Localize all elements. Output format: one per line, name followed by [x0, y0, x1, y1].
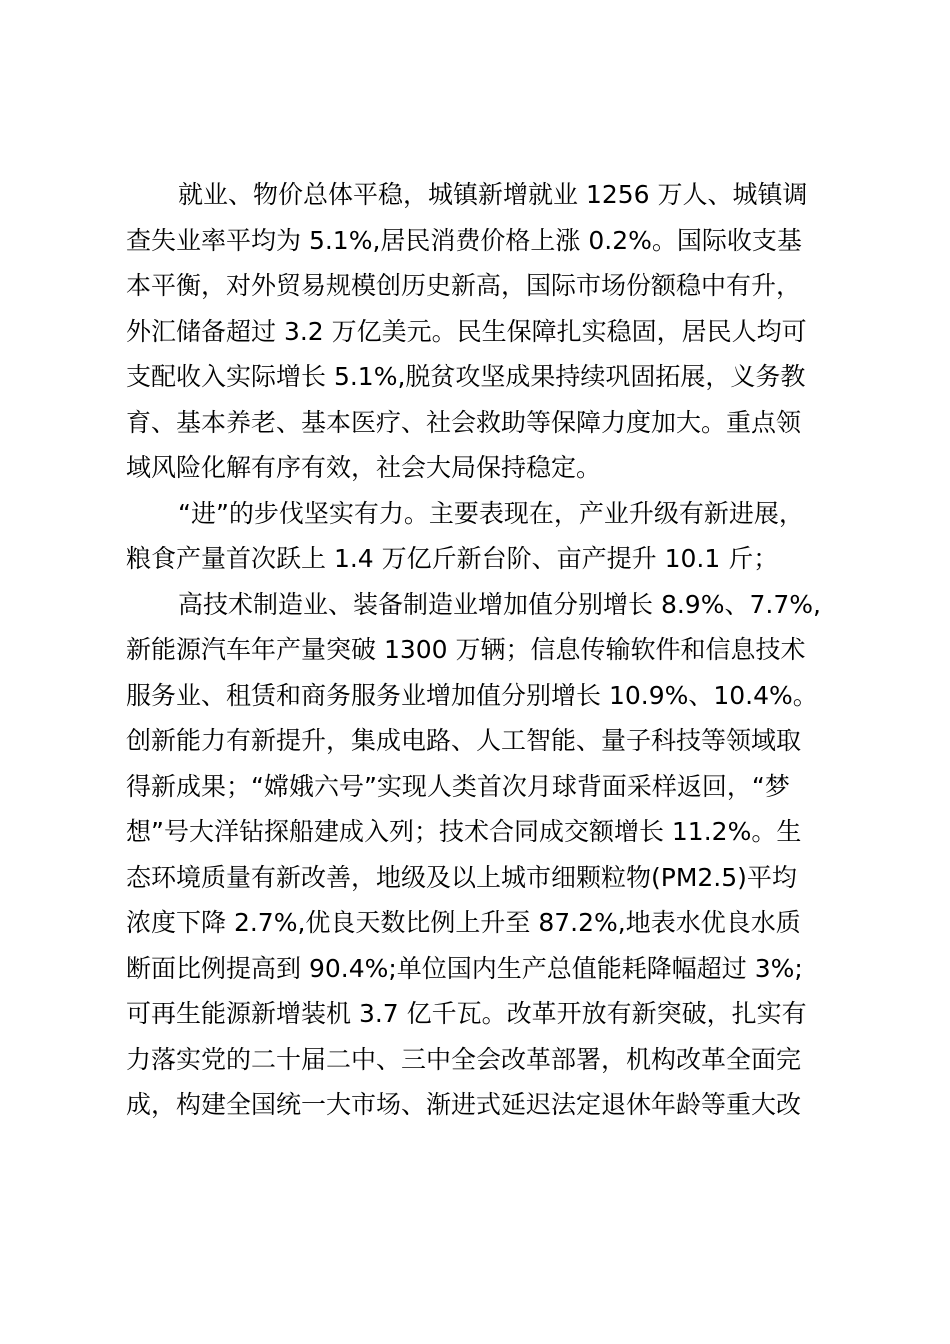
paragraph-line: 查失业率平均为 5.1%,居民消费价格上涨 0.2%。国际收支基	[126, 225, 802, 255]
paragraph-line: 断面比例提高到 90.4%;单位国内生产总值能耗降幅超过 3%;	[126, 953, 803, 983]
paragraph-line: 支配收入实际增长 5.1%,脱贫攻坚成果持续巩固拓展，义务教	[126, 362, 806, 391]
paragraph-line: 创新能力有新提升，集成电路、人工智能、量子科技等领域取	[126, 726, 802, 755]
paragraph-line: 浓度下降 2.7%,优良天数比例上升至 87.2%,地表水优良水质	[126, 908, 801, 937]
paragraph-line: 域风险化解有序有效，社会大局保持稳定。	[126, 453, 602, 482]
paragraph-line: 本平衡，对外贸易规模创历史新高，国际市场份额稳中有升，	[126, 271, 802, 300]
paragraph-line: 外汇储备超过 3.2 万亿美元。民生保障扎实稳固，居民人均可	[126, 316, 807, 346]
paragraph-line: “进”的步伐坚实有力。主要表现在，产业升级有新进展，	[178, 498, 804, 528]
paragraph-line: 想”号大洋钻探船建成入列；技术合同成交额增长 11.2%。生	[126, 817, 802, 846]
paragraph-line: 新能源汽车年产量突破 1300 万辆；信息传输软件和信息技术	[126, 635, 806, 664]
paragraph-line: 高技术制造业、装备制造业增加值分别增长 8.9%、7.7%,	[178, 589, 821, 619]
paragraph-line: 得新成果；“嫦娥六号”实现人类首次月球背面采样返回，“梦	[126, 771, 790, 801]
paragraph-line: 就业、物价总体平稳，城镇新增就业 1256 万人、城镇调	[178, 180, 808, 209]
paragraph-line: 粮食产量首次跃上 1.4 万亿斤新台阶、亩产提升 10.1 斤；	[126, 544, 779, 573]
paragraph-line: 力落实党的二十届二中、三中全会改革部署，机构改革全面完	[126, 1044, 802, 1074]
paragraph-line: 服务业、租赁和商务服务业增加值分别增长 10.9%、10.4%。	[126, 680, 818, 710]
body-text	[126, 172, 826, 1128]
paragraph-line: 态环境质量有新改善，地级及以上城市细颗粒物(PM2.5)平均	[126, 862, 797, 892]
paragraph-line: 成，构建全国统一大市场、渐进式延迟法定退休年龄等重大改	[126, 1090, 802, 1119]
paragraph-line: 育、基本养老、基本医疗、社会救助等保障力度加大。重点领	[126, 407, 802, 437]
paragraph-line: 可再生能源新增装机 3.7 亿千瓦。改革开放有新突破，扎实有	[126, 999, 807, 1028]
